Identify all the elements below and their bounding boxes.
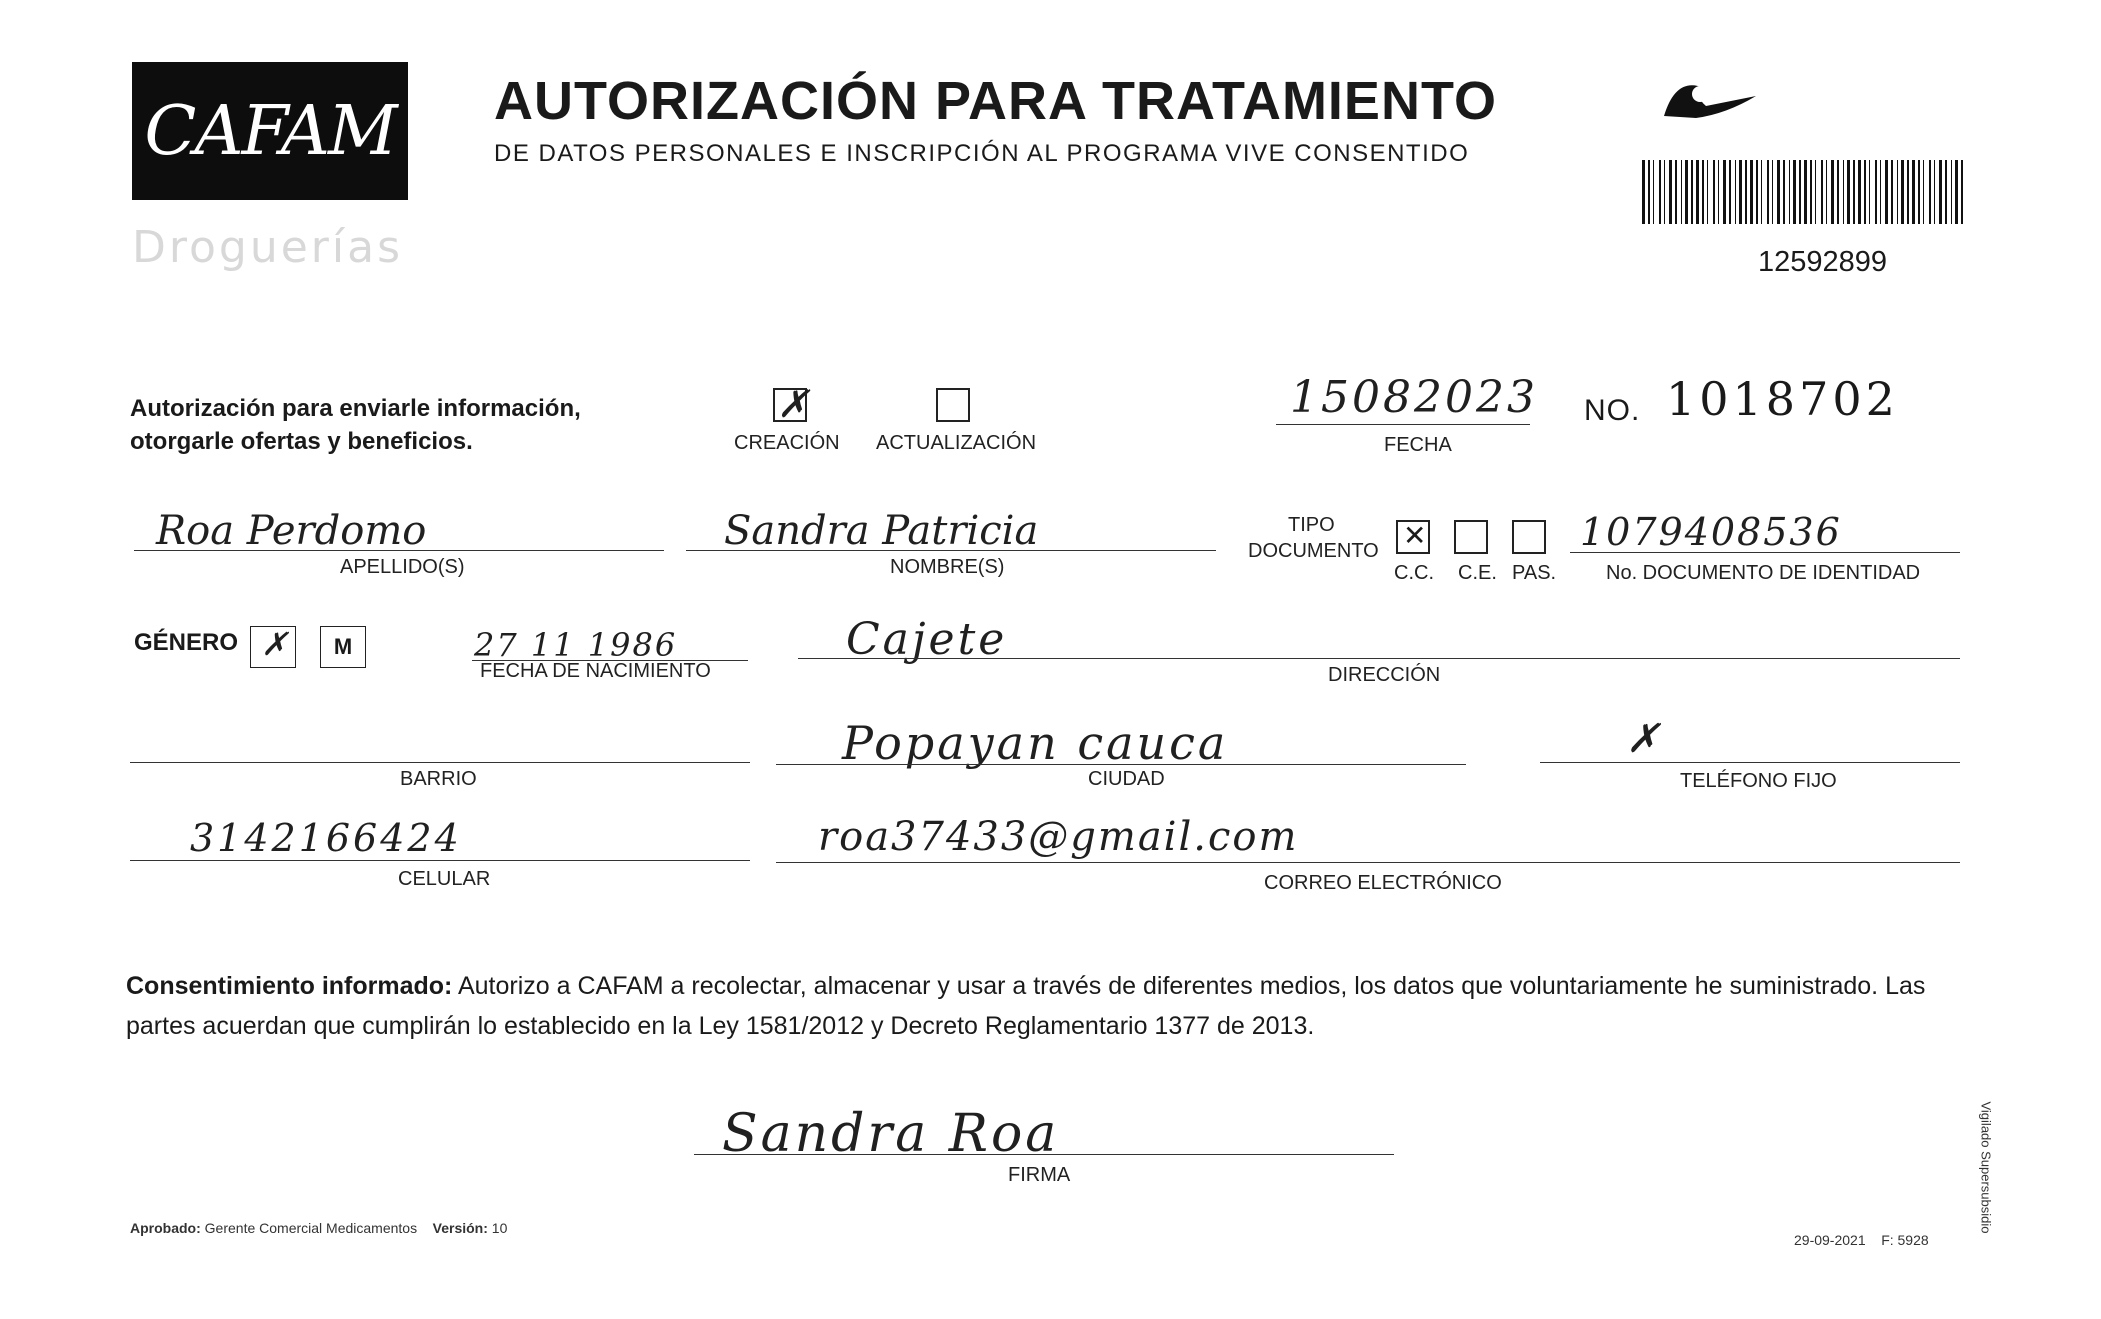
email-value: roa37433@gmail.com [818,814,1299,860]
barcode-bar [1750,160,1753,224]
barcode-bar [1675,160,1677,224]
address-label: DIRECCIÓN [1328,664,1441,686]
doc-type-label-2: DOCUMENTO [1248,540,1379,562]
names-line [686,550,1216,551]
barcode-bar [1745,160,1747,224]
pas-checkbox[interactable] [1512,520,1546,554]
doc-type-label-1: TIPO [1288,514,1335,536]
surname-line [134,550,664,551]
form-code: F: 5928 [1881,1232,1929,1248]
surname-label: APELLIDO(S) [340,556,465,578]
barcode-bar [1912,160,1915,224]
gender-m-checkbox[interactable] [320,626,366,668]
barcode-bar [1955,160,1958,224]
version-label: Versión: [432,1220,488,1236]
footer-codes [1794,1232,1929,1248]
barcode-bar [1702,160,1704,224]
logo-text: CAFAM [144,91,396,171]
barcode-bar [1767,160,1769,224]
barcode-bar [1821,160,1823,224]
barcode-bar [1901,160,1904,224]
update-checkbox[interactable] [936,388,970,422]
cell-line [130,860,750,861]
email-label: CORREO ELECTRÓNICO [1264,872,1502,894]
phone-line [1540,762,1960,763]
creation-label: CREACIÓN [734,432,840,454]
gender-f-checkbox[interactable] [250,626,296,668]
barcode-bar [1723,160,1726,224]
cell-label: CELULAR [398,868,491,890]
barcode-bar [1815,160,1816,224]
barcode-bar [1929,160,1931,224]
doc-number-label: No. DOCUMENTO DE IDENTIDAD [1606,562,1921,584]
barcode-bar [1718,160,1719,224]
creation-check-mark: ✗ [777,382,809,426]
email-line [776,862,1960,863]
ce-label: C.E. [1458,562,1497,584]
barrio-line [130,762,750,763]
update-label: ACTUALIZACIÓN [876,432,1037,454]
surname-value: Roa Perdomo [156,508,427,554]
date-value: 15082023 [1290,372,1538,423]
barcode-bar [1681,160,1682,224]
barcode-bar [1810,160,1812,224]
barcode-bar [1858,160,1861,224]
cafam-logo [132,62,408,200]
barcode-bar [1691,160,1693,224]
signature-line [694,1154,1394,1155]
barcode-bar [1664,160,1665,224]
barcode-bar [1880,160,1881,224]
barcode-bar [1669,160,1672,224]
date-label: FECHA [1384,434,1452,456]
barcode-bar [1869,160,1870,224]
city-value: Popayan cauca [842,716,1229,770]
pas-label: PAS. [1512,562,1557,584]
doc-number-value: 1079408536 [1580,510,1842,554]
barcode-bar [1875,160,1877,224]
cell-value: 3142166424 [190,816,462,860]
gender-label: GÉNERO [134,629,239,656]
barcode-bar [1864,160,1866,224]
address-line [798,658,1960,659]
barrio-label: BARRIO [400,768,477,790]
barcode-bar [1793,160,1796,224]
logo-subtext: Droguerías [132,222,404,273]
doc-number-line [1570,552,1960,553]
ce-checkbox[interactable] [1454,520,1488,554]
barcode-bar [1756,160,1758,224]
version-value: 10 [491,1220,508,1236]
bird-icon [1656,66,1766,126]
signature-value: Sandra Roa [722,1104,1060,1164]
barcode-bar [1648,160,1650,224]
barcode-bar [1799,160,1801,224]
creation-checkbox[interactable] [773,382,809,426]
cc-check-mark: ✕ [1403,520,1427,551]
consent-heading: Consentimiento informado: [126,972,453,1000]
barcode-bar [1707,160,1708,224]
phone-label: TELÉFONO FIJO [1680,770,1837,792]
city-line [776,764,1466,765]
barcode-bar [1907,160,1909,224]
barcode-bar [1918,160,1920,224]
cc-label: C.C. [1394,562,1434,584]
barcode-bar [1735,160,1736,224]
barcode-bar [1739,160,1742,224]
barcode-bar [1934,160,1935,224]
heading-line-2: otorgarle ofertas y beneficios. [130,428,473,455]
barcode-bar [1826,160,1827,224]
consent-paragraph [126,966,1966,1046]
vertical-supervision-text: Vigilado Supersubsidio [1978,1101,1994,1234]
names-value: Sandra Patricia [724,508,1039,554]
date-line [1276,424,1530,425]
barcode-bar [1897,160,1898,224]
barcode-bar [1885,160,1888,224]
gender-f-mark: ✗ [261,625,288,663]
barcode-bar [1659,160,1661,224]
barcode-bar [1853,160,1855,224]
names-label: NOMBRE(S) [890,556,1005,578]
authorization-heading [130,392,581,458]
barcode-bar [1945,160,1947,224]
barcode-bar [1847,160,1850,224]
barcode-bar [1923,160,1924,224]
barcode-bar [1783,160,1785,224]
address-value: Cajete [846,614,1008,665]
approved-label: Aprobado: [130,1220,201,1236]
gender-m-label: M [333,634,353,659]
barcode-bar [1939,160,1942,224]
barcode-bar [1961,160,1963,224]
barcode-bar [1831,160,1834,224]
signature-label: FIRMA [1008,1164,1071,1186]
barcode-bar [1789,160,1790,224]
barcode-bar [1843,160,1844,224]
barcode-bar [1837,160,1839,224]
heading-line-1: Autorización para enviarle información, [130,395,581,422]
form-subtitle: DE DATOS PERSONALES E INSCRIPCIÓN AL PROGRAMA VIVE CONSENTIDO [494,140,1470,167]
barcode-bar [1777,160,1780,224]
birth-date-label: FECHA DE NACIMIENTO [480,660,711,682]
consent-text: Autorizo a CAFAM a recolectar, almacenar y usar a través de diferentes medios, los datos que voluntariamente he suministrado. Las partes acuerdan que cumplirán lo establecido en la Ley 1581/2012 y Decreto Reglamentario 1377 de 2013. [126,972,1926,1040]
barcode-bar [1951,160,1952,224]
barcode-bar [1761,160,1762,224]
birth-date-value: 27 11 1986 [474,626,678,664]
phone-value: ✗ [1626,716,1660,762]
barcode-bar [1713,160,1715,224]
approval-note [130,1220,507,1236]
date-code: 29-09-2021 [1794,1232,1866,1248]
barcode-bar [1729,160,1731,224]
form-number: 1018702 [1666,372,1899,426]
barcode-bar [1891,160,1893,224]
barcode-bar [1804,160,1807,224]
city-label: CIUDAD [1088,768,1165,790]
form-title: AUTORIZACIÓN PARA TRATAMIENTO [494,71,1497,131]
barcode [1640,160,1970,226]
barcode-bar [1772,160,1773,224]
barcode-number: 12592899 [1758,246,1888,278]
cc-checkbox[interactable] [1396,520,1430,554]
barcode-bar [1696,160,1699,224]
approved-value: Gerente Comercial Medicamentos [204,1220,418,1236]
number-prefix: NO. [1584,394,1641,427]
barcode-bar [1642,160,1645,224]
barcode-bar [1653,160,1654,224]
barcode-bar [1685,160,1688,224]
